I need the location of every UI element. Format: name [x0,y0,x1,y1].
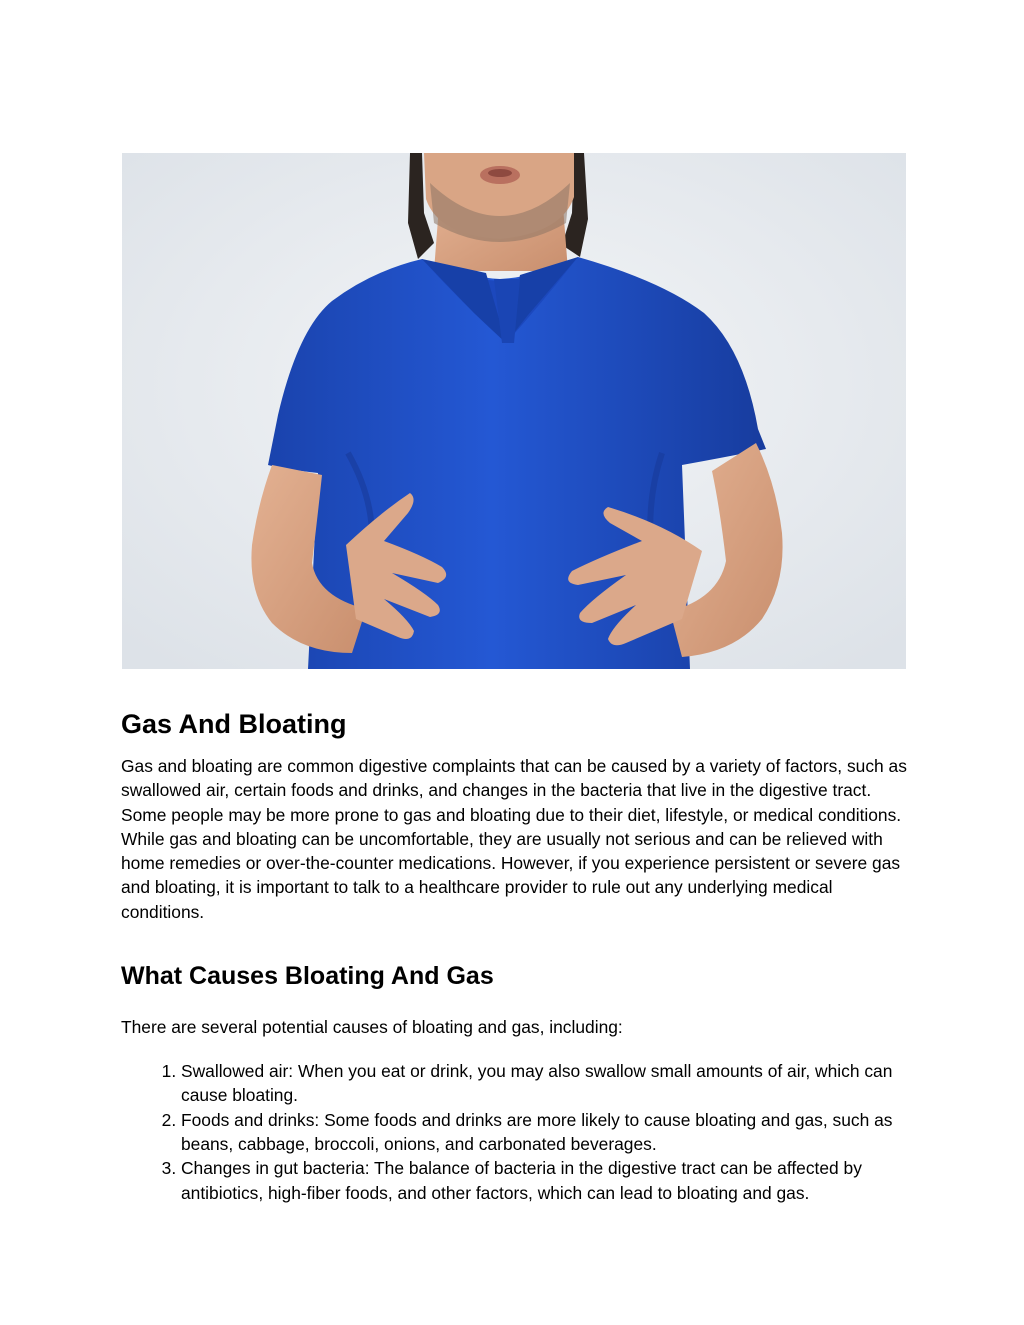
section-paragraph-gas-and-bloating: Gas and bloating are common digestive complaints that can be caused by a variety of factors, such as swallowed air, certain foods and drinks, and changes in the bacteria that live in the digestive tract. Some people may be more prone to gas and bloating due to their diet, lifestyle, or medical conditions. While gas and bloating can be uncomfortable, they are usually not serious and can be relieved with home remedies or over-the-counter medications. However, if you experience persistent or severe gas and bloating, it is important to talk to a healthcare provider to rule out any underlying medical conditions. [121,756,907,922]
list-item: 3. Changes in gut bacteria: The balance of bacteria in the digestive tract can be affected by antibiotics, high-fiber foods, and other factors, which can lead to bloating and gas. [181,1156,911,1205]
list-item: 1. Swallowed air: When you eat or drink, you may also swallow small amounts of air, which can cause bloating. [181,1059,911,1108]
causes-intro-text: There are several potential causes of bloating and gas, including: [121,1017,623,1038]
list-item: 2. Foods and drinks: Some foods and drinks are more likely to cause bloating and gas, such as beans, cabbage, broccoli, onions, and carbonated beverages. [181,1108,911,1157]
section-heading-what-causes: What Causes Bloating And Gas [121,962,494,991]
section-heading-gas-and-bloating: Gas And Bloating [121,709,347,739]
causes-list [121,1059,911,1205]
man-holding-bloated-belly-photo [122,153,906,669]
article-content [121,706,911,1205]
